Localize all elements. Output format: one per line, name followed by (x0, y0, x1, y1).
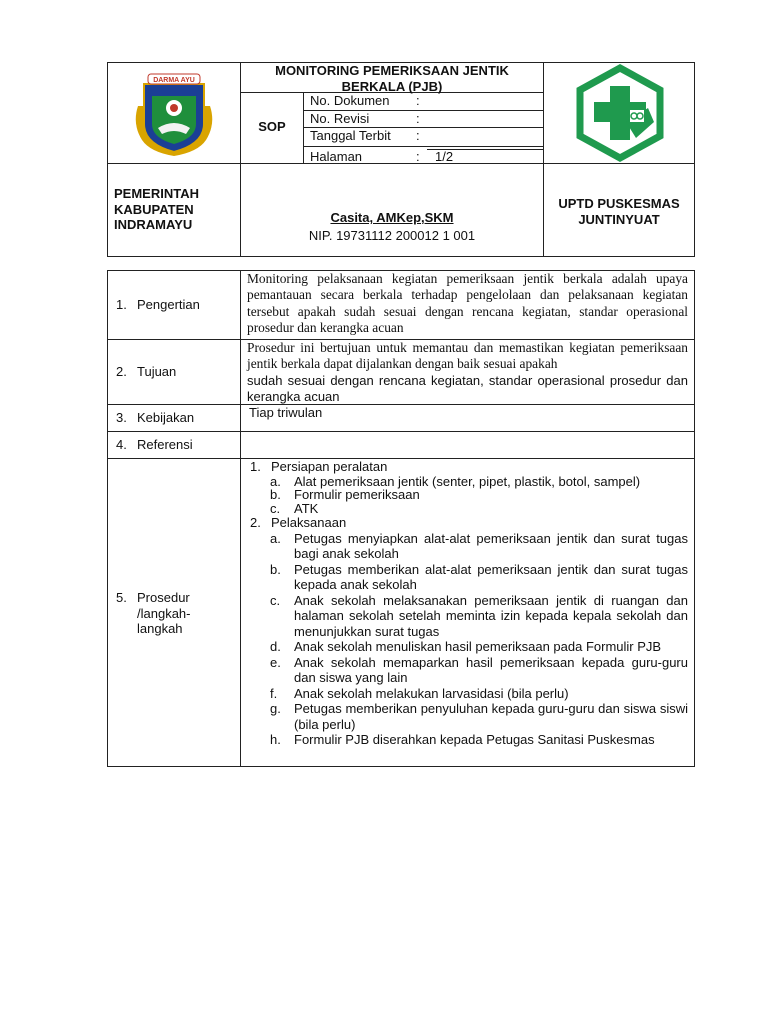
item-text: Alat pemeriksaan jentik (senter, pipet, plastik, botol, sampel) (294, 473, 641, 489)
gov-line-3: INDRAMAYU (114, 217, 193, 232)
row-tujuan-label: Tujuan (137, 364, 177, 379)
row-kebijakan-label: Kebijakan (137, 410, 195, 425)
row-pengertian-text: Monitoring pelaksanaan kegiatan pemeriksaan jentik berkala adalah upaya pemantauan secara berkala terhadap pengelolaan dan pelaksanaan kegiatan tersebut apakah sudah sesuai dengan rencana kegiatan, standar operasional prosedur dan kerangka acuan (247, 271, 688, 335)
field-no-dokumen-sep: : (416, 93, 420, 108)
list-item (270, 530, 688, 562)
section-2-title: Pelaksanaan (271, 515, 347, 530)
signer-block (241, 210, 543, 244)
section-persiapan (247, 459, 688, 475)
section-pelaksanaan (247, 515, 688, 531)
list-item (270, 487, 688, 502)
item-text: Anak sekolah memaparkan hasil pemeriksaan kepada guru-guru dan siswa yang lain (294, 654, 688, 685)
field-no-dokumen-label: No. Dokumen (310, 93, 390, 108)
list-item (270, 685, 688, 702)
signer-nip: NIP. 19731112 200012 1 001 (308, 228, 476, 243)
row-pengertian-label: Pengertian (137, 297, 200, 312)
item-text: Anak sekolah melakukan larvasidasi (bila perlu) (294, 685, 569, 701)
field-halaman-sep: : (416, 149, 420, 164)
list-item (270, 639, 688, 655)
section-1-list (270, 473, 688, 516)
item-mark: c. (270, 592, 281, 608)
section-1-title: Persiapan peralatan (271, 459, 388, 474)
section-1-num: 1. (250, 459, 261, 474)
field-no-revisi-sep: : (416, 111, 420, 126)
puskesmas-logo (574, 64, 666, 162)
item-text: ATK (294, 500, 319, 516)
item-mark: b. (270, 561, 281, 577)
item-mark: g. (270, 701, 281, 716)
list-item (270, 592, 688, 640)
prosedur-label-line-3: langkah (137, 621, 183, 636)
title-line-2: BERKALA (PJB) (341, 79, 443, 94)
prosedur-steps (247, 459, 688, 748)
item-text: Formulir pemeriksaan (294, 487, 420, 502)
signer-name: Casita, AMKep,SKM (330, 210, 454, 225)
title-line-1: MONITORING PEMERIKSAAN JENTIK (275, 63, 509, 78)
section-2-list (270, 530, 688, 748)
row-pengertian-num: 1. (116, 297, 127, 312)
government-name (114, 186, 199, 233)
row-kebijakan-num: 3. (116, 410, 127, 425)
org-line-2: JUNTINYUAT (578, 212, 660, 227)
prosedur-label-line-2: /langkah- (137, 605, 191, 621)
row-referensi-num: 4. (116, 437, 127, 452)
organization-name (544, 196, 694, 228)
item-text: Petugas memberikan penyuluhan kepada guru-guru dan siswa siswi (bila perlu) (294, 701, 688, 732)
list-item (270, 701, 688, 732)
item-mark: d. (270, 639, 281, 654)
list-item (270, 473, 688, 489)
section-2-num: 2. (250, 515, 261, 530)
item-mark: e. (270, 654, 281, 670)
row-tujuan-text-sans: sudah sesuai dengan rencana kegiatan, standar operasional prosedur dan kerangka acuan (247, 372, 688, 405)
prosedur-label-line-1: Prosedur (137, 590, 190, 605)
item-text: Anak sekolah menuliskan hasil pemeriksaan pada Formulir PJB (294, 639, 662, 654)
item-mark: f. (270, 685, 278, 701)
list-item (270, 732, 688, 748)
row-prosedur-label (137, 590, 190, 637)
item-mark: b. (270, 487, 281, 502)
gov-line-1: PEMERINTAH (114, 186, 199, 201)
item-text: Petugas menyiapkan alat-alat pemeriksaan jentik dan surat tugas bagi anak sekolah (294, 530, 688, 561)
list-item (270, 500, 688, 516)
item-text: Petugas memberikan alat-alat pemeriksaan jentik dan surat tugas kepada anak sekolah (294, 561, 688, 592)
field-no-revisi-label: No. Revisi (310, 111, 370, 126)
row-tujuan-text-serif: Prosedur ini bertujuan untuk memantau dan memastikan kegiatan pemeriksaan jentik berkala dapat dijalankan dengan baik sesuai apakah (247, 340, 688, 372)
row-prosedur-num: 5. (116, 590, 127, 605)
sop-label: SOP (258, 119, 286, 134)
document-title (241, 63, 543, 95)
item-mark: c. (270, 500, 281, 516)
row-tujuan-num: 2. (116, 364, 127, 379)
row-kebijakan-text: Tiap triwulan (249, 405, 323, 420)
list-item (270, 561, 688, 593)
list-item (270, 654, 688, 686)
row-tujuan-text (247, 340, 688, 406)
gov-line-2: KABUPATEN (114, 201, 194, 217)
org-line-1: UPTD PUSKESMAS (558, 196, 680, 211)
item-mark: a. (270, 473, 281, 489)
item-text: Formulir PJB diserahkan kepada Petugas Sanitasi Puskesmas (294, 732, 655, 747)
field-tanggal-terbit-sep: : (416, 128, 420, 143)
row-referensi-label: Referensi (137, 437, 193, 452)
item-text: Anak sekolah melaksanakan pemeriksaan jentik di ruangan dan halaman sekolah setelah meminta izin kepada kepala sekolah dan menunjukkan surat tugas (294, 592, 688, 639)
item-mark: a. (270, 530, 281, 546)
logo-banner-text: DARMA AYU (153, 77, 195, 84)
field-halaman-label: Halaman (310, 149, 363, 164)
indramayu-emblem-logo (128, 66, 220, 158)
item-mark: h. (270, 732, 281, 747)
field-tanggal-terbit-label: Tanggal Terbit (310, 128, 391, 143)
field-halaman-value: 1/2 (435, 149, 454, 164)
